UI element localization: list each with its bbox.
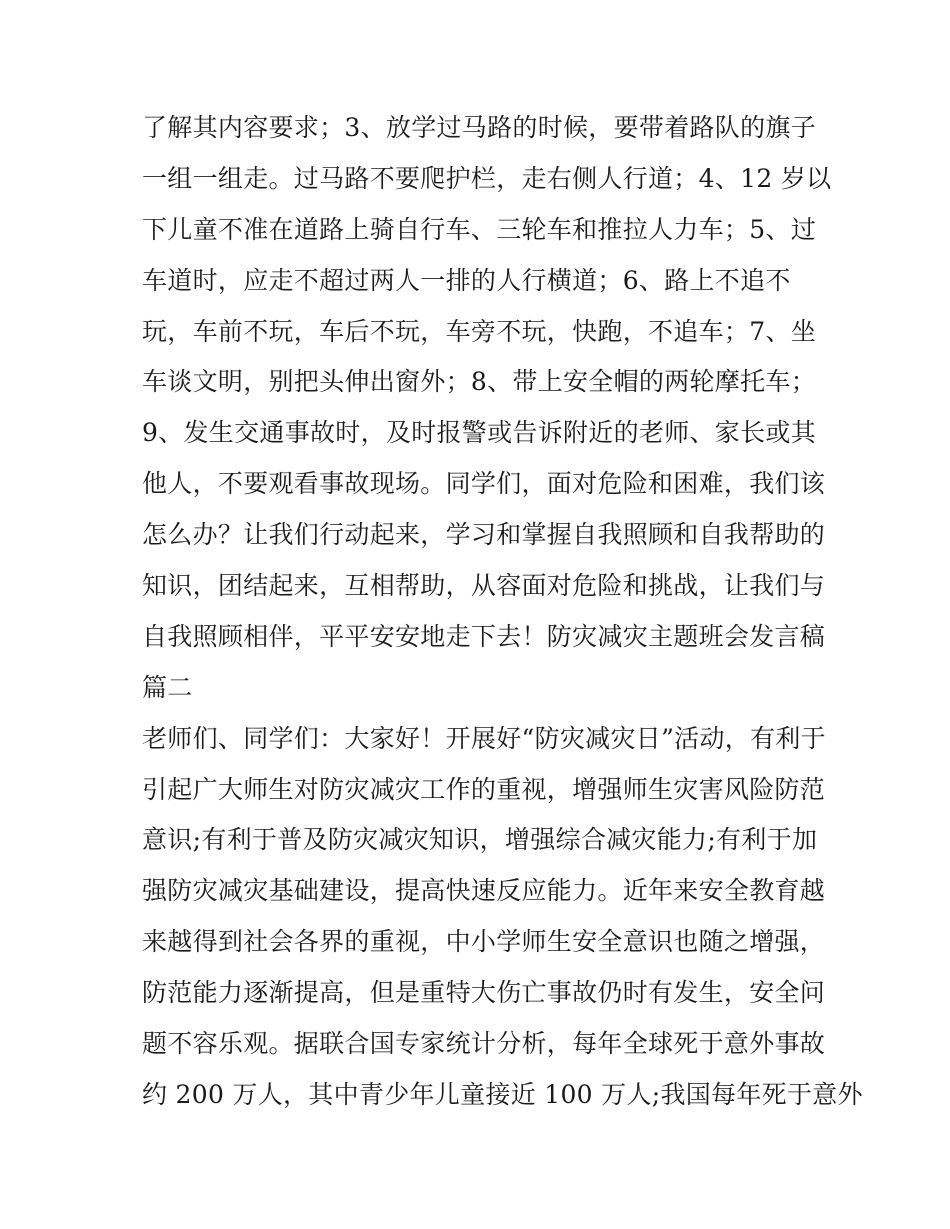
text-line: 车道时，应走不超过两人一排的人行横道；6、路上不追不 bbox=[142, 265, 791, 295]
section-heading-line: 篇二 bbox=[142, 672, 193, 702]
text-line: 防范能力逐渐提高，但是重特大伤亡事故仍时有发生，安全问 bbox=[142, 978, 826, 1008]
text-line: 题不容乐观。据联合国专家统计分析，每年全球死于意外事故 bbox=[142, 1029, 826, 1059]
text-line: 9、发生交通事故时，及时报警或告诉附近的老师、家长或其 bbox=[142, 418, 817, 448]
text-line: 来越得到社会各界的重视，中小学师生安全意识也随之增强， bbox=[142, 927, 826, 957]
text-line: 自我照顾相伴，平平安安地走下去！防灾减灾主题班会发言稿 bbox=[142, 621, 826, 651]
text-line: 一组一组走。过马路不要爬护栏，走右侧人行道；4、12 岁以 bbox=[142, 163, 832, 193]
text-line: 了解其内容要求；3、放学过马路的时候，要带着路队的旗子 bbox=[142, 113, 817, 142]
body-text bbox=[142, 103, 863, 1121]
text-line: 下儿童不准在道路上骑自行车、三轮车和推拉人力车；5、过 bbox=[142, 214, 817, 244]
text-line: 知识，团结起来，互相帮助，从容面对危险和挑战，让我们与 bbox=[142, 571, 826, 601]
text-line: 怎么办？让我们行动起来，学习和掌握自我照顾和自我帮助的 bbox=[142, 520, 826, 550]
text-line: 意识;有利于普及防灾减灾知识，增强综合减灾能力;有利于加 bbox=[142, 825, 818, 855]
text-line: 强防灾减灾基础建设，提高快速反应能力。近年来安全教育越 bbox=[142, 876, 826, 906]
text-line: 玩，车前不玩，车后不玩，车旁不玩，快跑，不追车；7、坐 bbox=[142, 316, 817, 346]
text-line: 车谈文明，别把头伸出窗外；8、带上安全帽的两轮摩托车； bbox=[142, 367, 817, 397]
text-line: 他人，不要观看事故现场。同学们，面对危险和困难，我们该 bbox=[142, 469, 826, 499]
text-line: 老师们、同学们：大家好！开展好“防灾减灾日”活动，有利于 bbox=[142, 723, 826, 753]
text-line: 引起广大师生对防灾减灾工作的重视，增强师生灾害风险防范 bbox=[142, 774, 826, 804]
text-line: 约 200 万人，其中青少年儿童接近 100 万人;我国每年死于意外 bbox=[142, 1079, 863, 1109]
